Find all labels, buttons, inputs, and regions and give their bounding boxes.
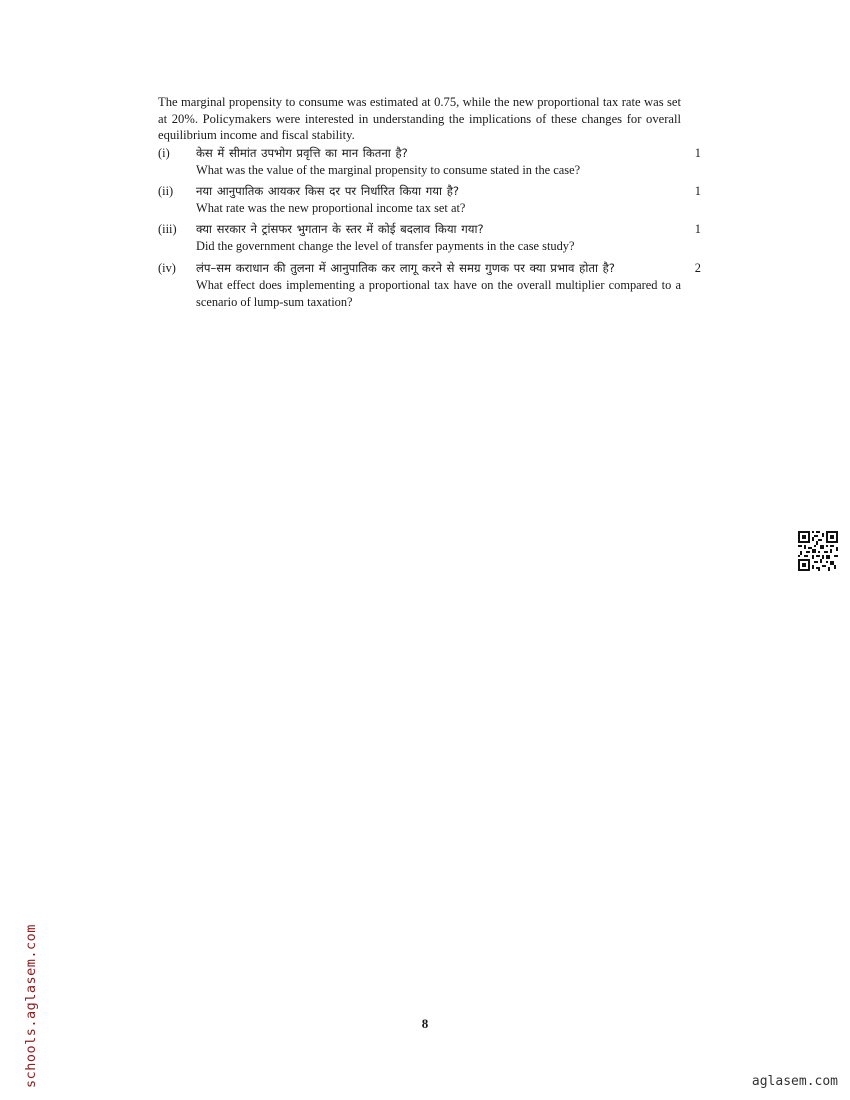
question-i [158, 145, 703, 179]
question-iv [158, 260, 703, 311]
question-english-text: Did the government change the level of transfer payments in the case study? [196, 239, 575, 253]
question-hindi-text: लंप–सम कराधान की तुलना में आनुपातिक कर लागू करने से समग्र गुणक पर क्या प्रभाव होता है? [196, 261, 615, 275]
question-marks: 1 [694, 184, 701, 198]
question-hindi-text: केस में सीमांत उपभोग प्रवृत्ति का मान कितना है? [196, 146, 408, 160]
question-marks: 1 [694, 146, 701, 160]
question-number: (iv) [158, 261, 176, 275]
footer-watermark: aglasem.com [751, 1074, 838, 1089]
qr-code-icon [798, 531, 838, 571]
question-marks: 2 [694, 261, 701, 275]
question-number: (ii) [158, 184, 174, 198]
question-marks: 1 [694, 222, 701, 236]
page-number: 8 [421, 1016, 429, 1031]
question-english-text: What effect does implementing a proportional tax have on the overall multiplier compared to a scenario of lump-sum taxation? [196, 278, 681, 309]
side-watermark: schools.aglasem.com [23, 924, 39, 1088]
question-english-text: What rate was the new proportional income tax set at? [196, 201, 466, 215]
question-hindi-text: नया आनुपातिक आयकर किस दर पर निर्धारित किया गया है? [196, 184, 460, 198]
question-number: (i) [158, 146, 170, 160]
question-number: (iii) [158, 222, 177, 236]
question-english-text: What was the value of the marginal propensity to consume stated in the case? [196, 163, 581, 177]
question-hindi-text: क्या सरकार ने ट्रांसफर भुगतान के स्तर में कोई बदलाव किया गया? [196, 222, 484, 236]
question-iii [158, 221, 703, 255]
case-study-text: The marginal propensity to consume was estimated at 0.75, while the new proportional tax rate was set at 20%. Policymakers were interested in understanding the implications of these changes for overall equilibrium income and fiscal stability. [158, 95, 681, 142]
question-ii [158, 183, 703, 217]
